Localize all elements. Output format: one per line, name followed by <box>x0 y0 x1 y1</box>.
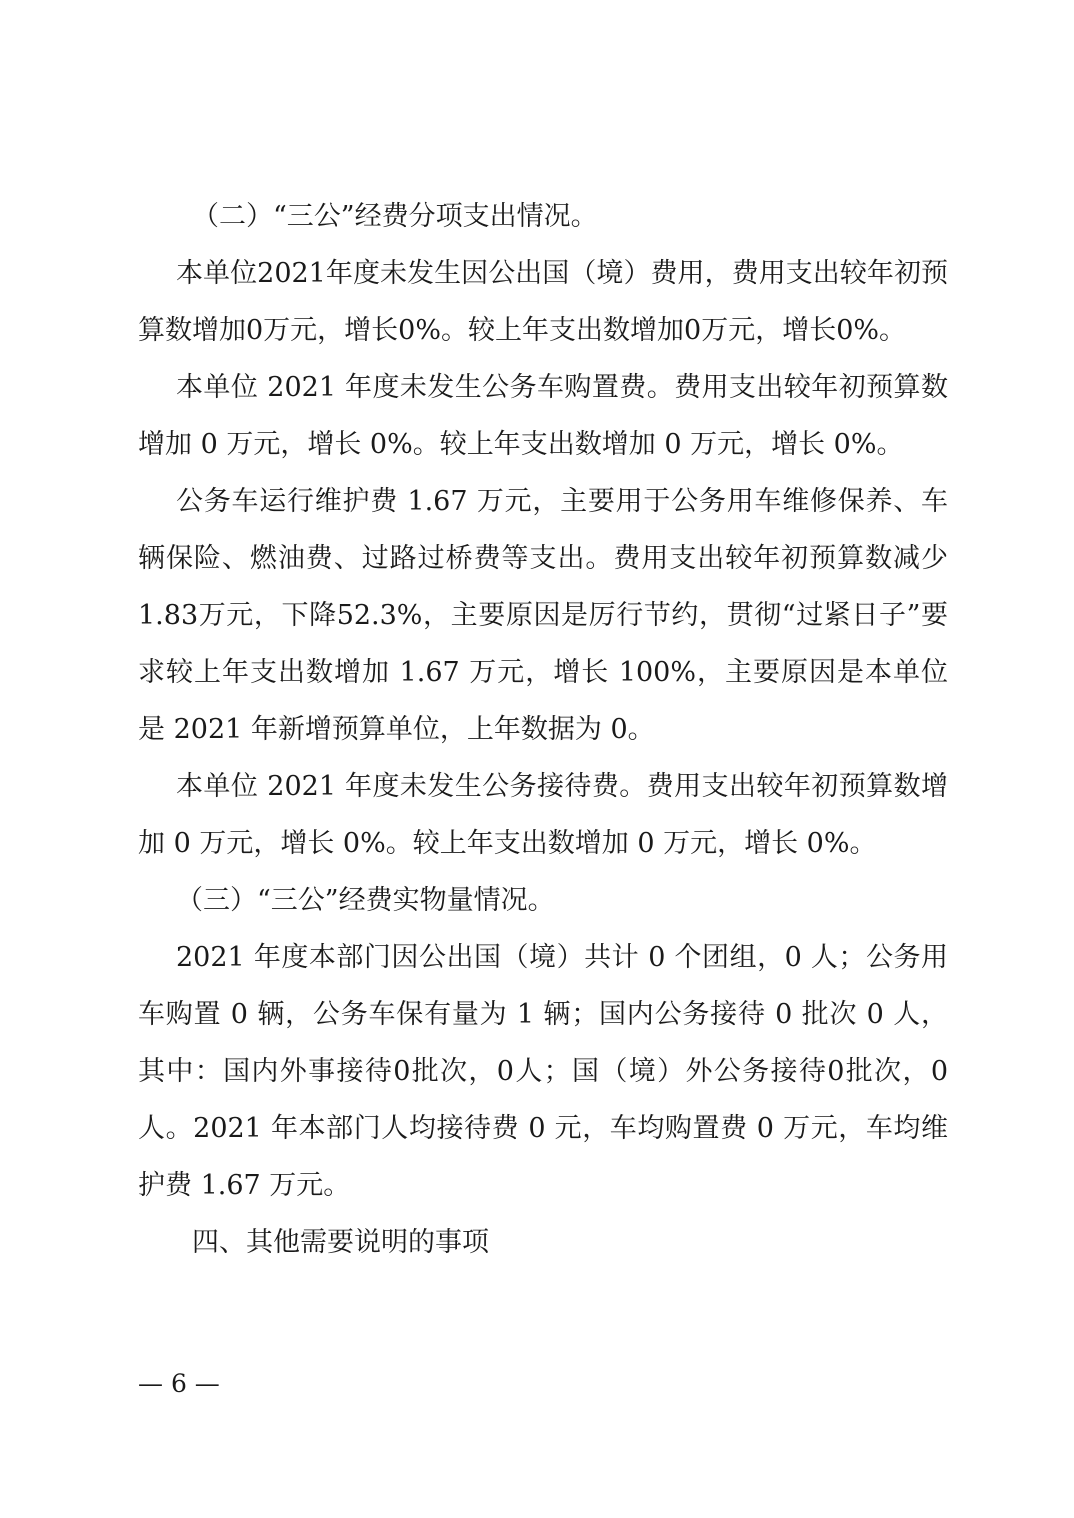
section-heading-3: （三）“三公”经费实物量情况。 <box>176 885 555 916</box>
paragraph-vehicle-maintenance: 公务车运行维护费 1.67 万元，主要用于公务用车维修保养、车辆保险、燃油费、过路过桥费等支出。费用支出较年初预算数减少1.83万元，下降52.3%，主要原因是厉行节约，贯彻“过紧日子”要求较上年支出数增加 1.67 万元，增长 100%，主要原因是本单位是 2021 年新增预算单位，上年数据为 0。 <box>138 486 948 745</box>
section-heading-2: （二）“三公”经费分项支出情况。 <box>192 201 598 232</box>
paragraph-vehicle-purchase: 本单位 2021 年度未发生公务车购置费。费用支出较年初预算数增加 0 万元，增长 0%。较上年支出数增加 0 万元，增长 0%。 <box>138 372 948 460</box>
paragraph-reception: 本单位 2021 年度未发生公务接待费。费用支出较年初预算数增加 0 万元，增长 0%。较上年支出数增加 0 万元，增长 0%。 <box>138 771 948 859</box>
paragraph-physical-quantities: 2021 年度本部门因公出国（境）共计 0 个团组，0 人；公务用车购置 0 辆，公务车保有量为 1 辆；国内公务接待 0 批次 0 人，其中：国内外事接待0批次，0人；国（境）外公务接待0批次，0 人。2021 年本部门人均接待费 0 元，车均购置费 0 万元，车均维护费 1.67 万元。 <box>138 942 948 1201</box>
page-number: — 6 — <box>138 1369 220 1398</box>
body-text <box>138 188 948 1271</box>
paragraph-overseas-travel: 本单位2021年度未发生因公出国（境）费用，费用支出较年初预算数增加0万元，增长0%。较上年支出数增加0万元，增长0%。 <box>138 258 948 346</box>
section-heading-4: 四、其他需要说明的事项 <box>192 1227 489 1258</box>
